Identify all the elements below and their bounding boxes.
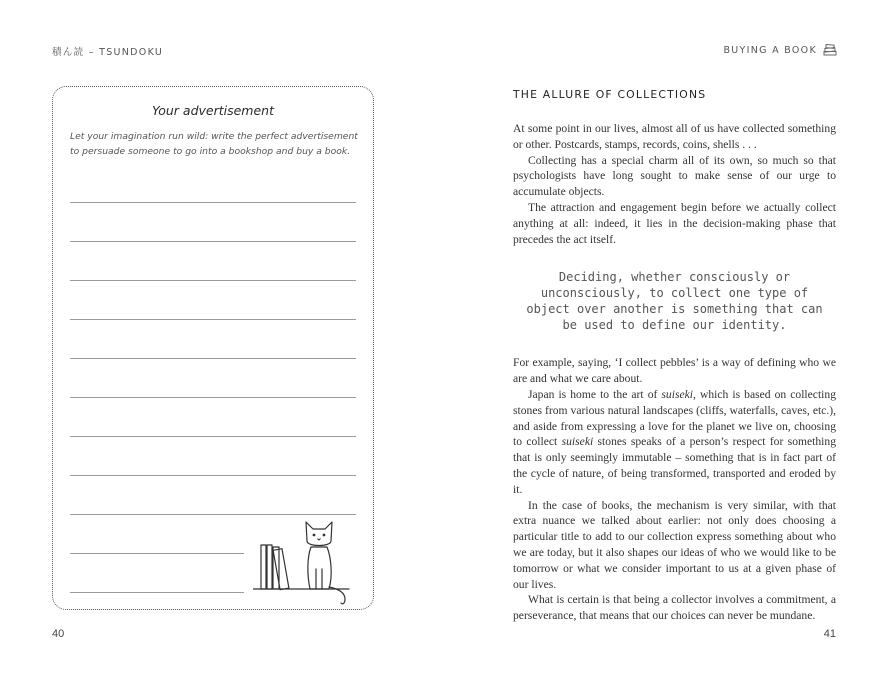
running-head-left: 積ん読 – TSUNDOKU	[52, 47, 164, 58]
page-number-right: 41	[823, 628, 836, 640]
paragraph: What is certain is that being a collector involves a commitment, a perseverance, that means that our choices can never be mundane.	[513, 593, 836, 623]
writing-line[interactable]	[70, 397, 356, 398]
page-number-left: 40	[52, 628, 65, 640]
writing-line[interactable]	[70, 358, 356, 359]
writing-line[interactable]	[70, 553, 244, 554]
advertisement-card	[52, 86, 374, 610]
pull-quote: Deciding, whether consciously or unconsciously, to collect one type of object over another is something that can be used to define our identity.	[526, 270, 823, 333]
text-span: Japan is home to the art of	[528, 387, 662, 401]
writing-line[interactable]	[70, 319, 356, 320]
paragraph: For example, saying, ‘I collect pebbles’ is a way of defining who we are and what we care about.	[513, 356, 836, 386]
paragraph: The attraction and engagement begin before we actually collect anything at all: indeed, it lies in the decision-making phase that precedes the act itself.	[513, 200, 836, 246]
emphasis: suiseki	[661, 387, 693, 401]
running-head-right-label: BUYING A BOOK	[723, 44, 817, 56]
writing-line[interactable]	[70, 514, 356, 515]
text-span: , which is based on collecting stones from various natural landscapes (cliffs, waterfalls, caves, etc.), and aside from expressing a love for the planet we live on, choosing to collect	[513, 387, 836, 449]
writing-line[interactable]	[70, 436, 356, 437]
paragraph-suiseki	[513, 387, 836, 498]
writing-line[interactable]	[70, 202, 356, 203]
text-span: stones speaks of a person’s respect for something that is only seemingly immutable – something that is in fact part of the cycle of nature, of being transformed, transported and eroded by it.	[513, 435, 836, 496]
emphasis: suiseki	[561, 435, 594, 449]
card-title: Your advertisement	[151, 103, 275, 118]
card-instructions: Let your imagination run wild: write the perfect advertisement to persuade someone to go into a bookshop and buy a book.	[70, 131, 358, 157]
section-heading: THE ALLURE OF COLLECTIONS	[513, 88, 707, 101]
running-head-right	[723, 44, 837, 56]
paragraph: In the case of books, the mechanism is very similar, with that extra nuance we talked about earlier: not only does choosing a particular title to add to our collection express something about who we are today, but it also shapes our ideas of who we would like to be tomorrow or what we consider important to us at a given phase of our lives.	[513, 498, 836, 591]
cat-with-books-illustration	[253, 517, 357, 607]
writing-line[interactable]	[70, 592, 244, 593]
writing-line[interactable]	[70, 241, 356, 242]
article	[513, 88, 836, 624]
writing-line[interactable]	[70, 475, 356, 476]
paragraph: Collecting has a special charm all of its own, so much so that psychologists have long sought to make sense of our urge to accumulate objects.	[513, 153, 836, 199]
writing-line[interactable]	[70, 280, 356, 281]
stacked-books-icon	[823, 44, 837, 56]
paragraph: At some point in our lives, almost all of us have collected something or other. Postcards, stamps, records, coins, shells . . .	[513, 122, 836, 151]
